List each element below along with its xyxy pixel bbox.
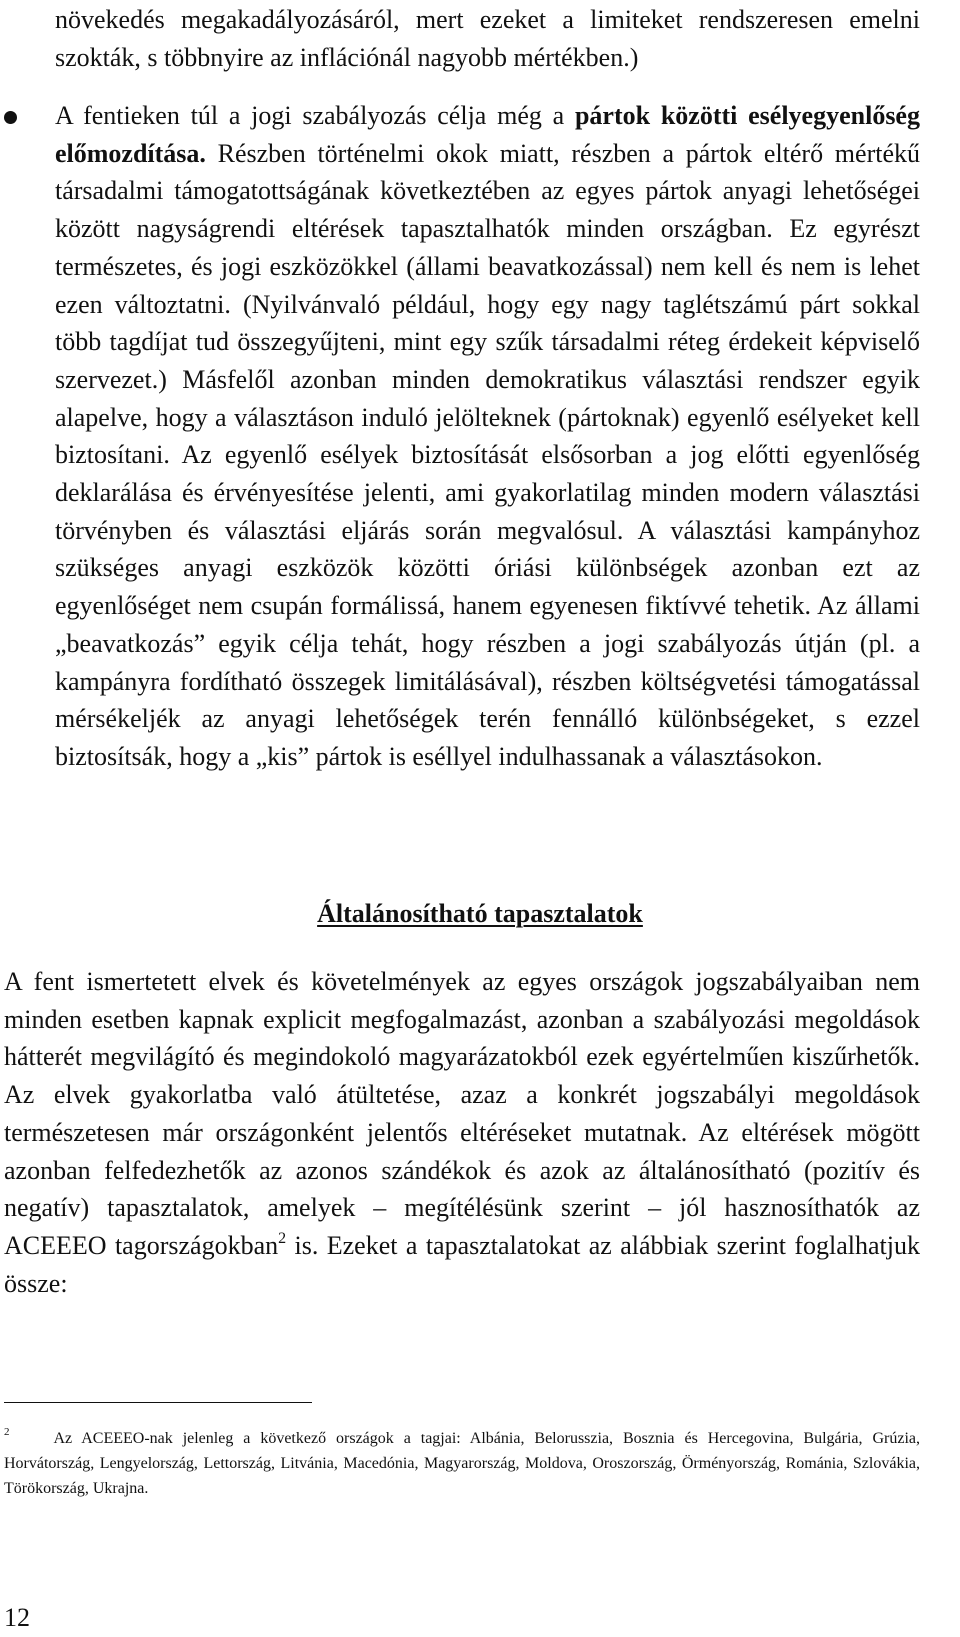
intro-text: növekedés megakadályozásáról, mert ezeket a limiteket rendszeresen emelni szokták, s többnyire az inflációnál nagyobb mértékben.) [55,5,920,72]
bullet-paragraph [55,97,920,776]
footnote-number: 2 [4,1426,10,1438]
section-body-text-end: is. Ezeket a tapasztalatokat az alábbiak szerint foglalhatjuk össze: [4,1230,920,1298]
footnote-reference[interactable]: 2 [278,1229,287,1247]
bullet-icon [4,111,17,124]
footnote [4,1420,920,1501]
bullet-bold-text: pártok közötti esélyegyenlőség előmozdítása. [55,101,920,168]
intro-paragraph [55,1,920,76]
bullet-lead-text: A fentieken túl a jogi szabályozás célja még a [55,101,575,130]
section-body-text: A fent ismertetett elvek és követelmények az egyes országok jogszabályaiban nem minden esetben kapnak explicit megfogalmazást, azonban a szabályozási megoldások hátterét megvilágító és megindokoló magyarázatokból ezek egyértelműen kiszűrhetők. Az elvek gyakorlatba való átültetése, azaz a konkrét jogszabályi megoldások természetesen már országonként jelentős eltéréseket mutatnak. Az eltérések mögött azonban felfedezhetők az azonos szándékok és azok az általánosítható (pozitív és negatív) tapasztalatok, amelyek – megítélésünk szerint – jól hasznosíthatók az ACEEEO tagországokban [4,967,920,1260]
footnote-text: Az ACEEEO-nak jelenleg a következő országok a tagjai: Albánia, Belorusszia, Bosznia és Hercegovina, Bulgária, Grúzia, Horvátország, Lengyelország, Lettország, Litvánia, Macedónia, Magyarország, Moldova, Oroszország, Örményország, Románia, Szlovákia, Törökország, Ukrajna. [4,1430,920,1497]
bullet-rest-text: Részben történelmi okok miatt, részben a pártok eltérő mértékű társadalmi támogatottságának következtében az egyes pártok anyagi lehetőségei között nagyságrendi eltérések tapasztalhatók minden országban. Ez egyrészt természetes, és jogi eszközökkel (állami beavatkozással) nem kell és nem is lehet ezen változtatni. (Nyilvánvaló például, hogy egy nagy taglétszámú párt sokkal több tagdíjat tud összegyűjteni, mint egy szűk társadalmi réteg érdekeit képviselő szervezet.) Másfelől azonban minden demokratikus választási rendszer egyik alapelve, hogy a választáson induló jelölteknek (pártoknak) egyenlő esélyeket kell biztosítani. Az egyenlő esélyek biztosítását elsősorban a jog előtti egyenlőség deklarálása és érvényesítése jelenti, ami gyakorlatilag minden modern választási törvényben és választási eljárás során megvalósul. A választási kampányhoz szükséges anyagi eszközök közötti óriási különbségek azonban ezt az egyenlőséget nem csupán formálissá, hanem egyenesen fiktívvé tehetik. Az állami „beavatkozás” egyik célja tehát, hogy részben a jogi szabályozás útján (pl. a kampányra fordítható összegek limitálásával), részben költségvetési támogatással mérsékeljék az anyagi lehetőségek terén fennálló különbségeket, s ezzel biztosítsák, hogy a „kis” pártok is eséllyel indulhassanak a választásokon. [55,138,920,771]
page-number: 12 [4,1603,30,1632]
section-body-paragraph [4,963,920,1302]
footnote-divider [4,1402,312,1403]
section-heading: Általánosítható tapasztalatok [317,899,643,928]
